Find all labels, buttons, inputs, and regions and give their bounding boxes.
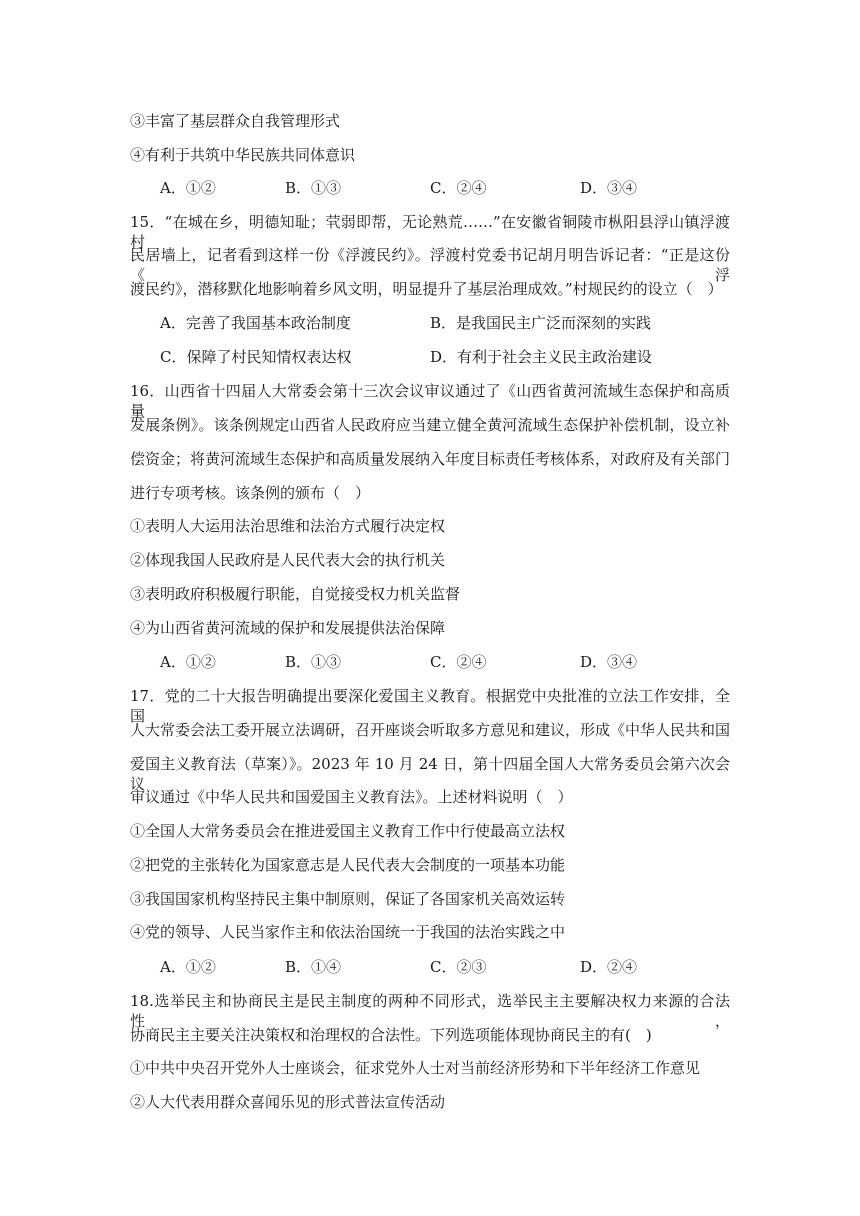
q14-option-c[interactable]: C．②④	[430, 179, 487, 197]
q16-item-4: ④为山西省黄河流域的保护和发展提供法治保障	[130, 619, 446, 637]
q17-options	[160, 957, 740, 977]
q14-option-a[interactable]: A．①②	[160, 179, 216, 197]
q15-option-d[interactable]: D．有利于社会主义民主政治建设	[430, 348, 653, 366]
q17-item-3: ③我国国家机构坚持民主集中制原则，保证了各国家机关高效运转	[130, 890, 566, 908]
q14-item-3: ③丰富了基层群众自我管理形式	[130, 112, 341, 130]
q17-option-b[interactable]: B．①④	[285, 958, 342, 976]
q17-item-4: ④党的领导、人民当家作主和依法治国统一于我国的法治实践之中	[130, 923, 566, 941]
q16-item-3: ③表明政府积极履行职能，自觉接受权力机关监督	[130, 585, 461, 603]
q14-option-b[interactable]: B．①③	[285, 179, 342, 197]
q16-stem-line: 偿资金；将黄河流域生态保护和高质量发展纳入年度目标责任考核体系，对政府及有关部门	[130, 450, 731, 468]
q17-option-a[interactable]: A．①②	[160, 958, 216, 976]
q17-stem-line: 17．党的二十大报告明确提出要深化爱国主义教育。根据党中央批准的立法工作安排，全国	[130, 687, 730, 725]
q14-option-d[interactable]: D．③④	[580, 179, 638, 197]
q17-stem-line: 审议通过《中华人民共和国爱国主义教育法》。上述材料说明（ ）	[130, 788, 573, 806]
q16-stem-line: 16．山西省十四届人大常委会第十三次会议审议通过了《山西省黄河流域生态保护和高质量	[130, 382, 730, 420]
q14-item-4: ④有利于共筑中华民族共同体意识	[130, 146, 356, 164]
q16-option-c[interactable]: C．②④	[430, 653, 487, 671]
q18-item-2: ②人大代表用群众喜闻乐见的形式普法宣传活动	[130, 1093, 446, 1111]
q17-option-c[interactable]: C．②③	[430, 958, 487, 976]
q16-item-1: ①表明人大运用法治思维和法治方式履行决定权	[130, 517, 446, 535]
q17-option-d[interactable]: D．②④	[580, 958, 638, 976]
q18-stem-line: 协商民主主要关注决策权和治理权的合法性。下列选项能体现协商民主的有( )	[130, 1026, 652, 1044]
q16-item-2: ②体现我国人民政府是人民代表大会的执行机关	[130, 551, 446, 569]
q17-item-1: ①全国人大常务委员会在推进爱国主义教育工作中行使最高立法权	[130, 822, 566, 840]
q15-stem-line: 民居墙上，记者看到这样一份《浮渡民约》。浮渡村党委书记胡月明告诉记者：“正是这份《浮	[130, 246, 730, 284]
q18-stem-line: 18.选举民主和协商民主是民主制度的两种不同形式，选举民主主要解决权力来源的合法性，	[130, 992, 730, 1030]
q17-stem-line: 人大常委会法工委开展立法调研，召开座谈会听取多方意见和建议，形成《中华人民共和国	[130, 721, 731, 739]
q15-stem-line: 15．“在城在乡，明德知耻；茕弱即帮，无论熟荒……”在安徽省铜陵市枞阳县浮山镇浮渡村	[130, 213, 730, 251]
q16-option-a[interactable]: A．①②	[160, 653, 216, 671]
q16-option-d[interactable]: D．③④	[580, 653, 638, 671]
q14-options	[160, 178, 740, 198]
q17-item-2: ②把党的主张转化为国家意志是人民代表大会制度的一项基本功能	[130, 856, 566, 874]
q15-option-a[interactable]: A．完善了我国基本政治制度	[160, 314, 351, 332]
q17-stem-line: 爱国主义教育法（草案）》。2023 年 10 月 24 日，第十四届全国人大常务委员会第六次会议	[130, 755, 730, 793]
q16-options	[160, 652, 740, 672]
q16-option-b[interactable]: B．①③	[285, 653, 342, 671]
q16-stem-line: 进行专项考核。该条例的颁布（ ）	[130, 484, 371, 502]
q15-option-c[interactable]: C．保障了村民知情权表达权	[160, 348, 352, 366]
q15-stem-line: 渡民约》，潜移默化地影响着乡风文明，明显提升了基层治理成效。”村规民约的设立（ ）	[130, 280, 723, 298]
q15-option-b[interactable]: B．是我国民主广泛而深刻的实践	[430, 314, 652, 332]
q16-stem-line: 发展条例》。该条例规定山西省人民政府应当建立健全黄河流域生态保护补偿机制，设立补	[130, 416, 730, 434]
q15-options-row2	[160, 347, 740, 367]
q18-item-1: ①中共中央召开党外人士座谈会，征求党外人士对当前经济形势和下半年经济工作意见	[130, 1059, 701, 1077]
q15-options-row1	[160, 313, 740, 333]
